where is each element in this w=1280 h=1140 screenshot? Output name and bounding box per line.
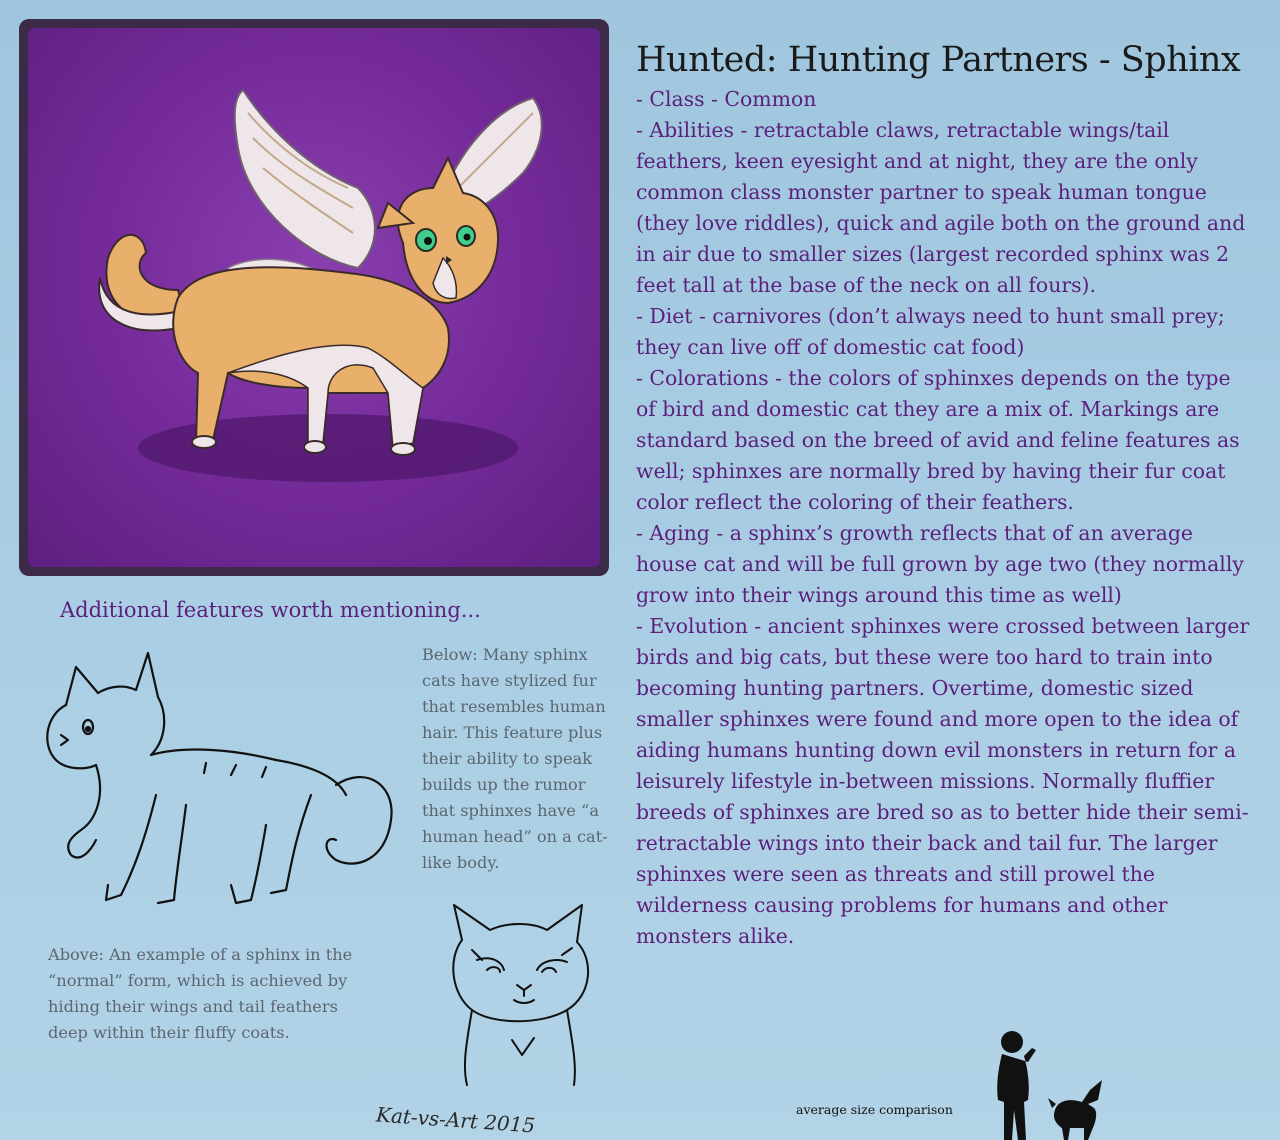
below-caption: Below: Many sphinx cats have stylized fur that resembles human hair. This feature plus their ability to speak builds up the rumor that sphinxes have “a human head” on a cat-like body. [422,645,608,872]
illustration-frame [19,19,609,576]
class-paragraph: - Class - Common [636,87,817,111]
diet-paragraph: - Diet - carnivores (don’t always need to hunt small prey; they can live off of domestic cat food) [636,304,1225,359]
size-comparison-silhouettes [990,1030,1110,1140]
aging-paragraph: - Aging - a sphinx’s growth reflects that of an average house cat and will be full grown by age two (they normally grow into their wings around this time as well) [636,521,1244,607]
colorations-paragraph: - Colorations - the colors of sphinxes depends on the type of bird and domestic cat they are a mix of. Markings are standard based on the breed of avid and feline features as well; sphinxes are normally bred by having their fur coat color reflect the coloring of their feathers. [636,366,1240,514]
normal-form-cat-lineart [36,645,396,915]
illustration-background [28,28,600,567]
abilities-paragraph: - Abilities - retractable claws, retractable wings/tail feathers, keen eyesight and at night, they are the only common class monster partner to speak human tongue (they love riddles), quick and agile both on the ground and in air due to smaller sizes (largest recorded sphinx was 2 feet tall at the base of the neck on all fours). [636,118,1246,297]
artist-signature: Kat-vs-Art 2015 [375,1102,536,1138]
sphinx-head-sketch [442,900,602,1090]
winged-sphinx-illustration [28,28,600,567]
page-title: Hunted: Hunting Partners - Sphinx [636,40,1241,80]
description-block [636,84,1256,952]
features-heading: Additional features worth mentioning... [60,598,481,622]
above-caption: Above: An example of a sphinx in the “normal” form, which is achieved by hiding their wings and tail feathers deep within their fluffy coats. [48,945,353,1042]
evolution-paragraph: - Evolution - ancient sphinxes were crossed between larger birds and big cats, but these were too hard to train into becoming hunting partners. Overtime, domestic sized smaller sphinxes were found and more open to the idea of aiding humans hunting down evil monsters in return for a leisurely lifestyle in-between missions. Normally fluffier breeds of sphinxes are bred so as to better hide their semi-retractable wings into their back and tail fur. The larger sphinxes were seen as threats and still prowel the wilderness causing problems for humans and other monsters alike. [636,614,1250,948]
size-comparison-label: average size comparison [796,1102,953,1117]
